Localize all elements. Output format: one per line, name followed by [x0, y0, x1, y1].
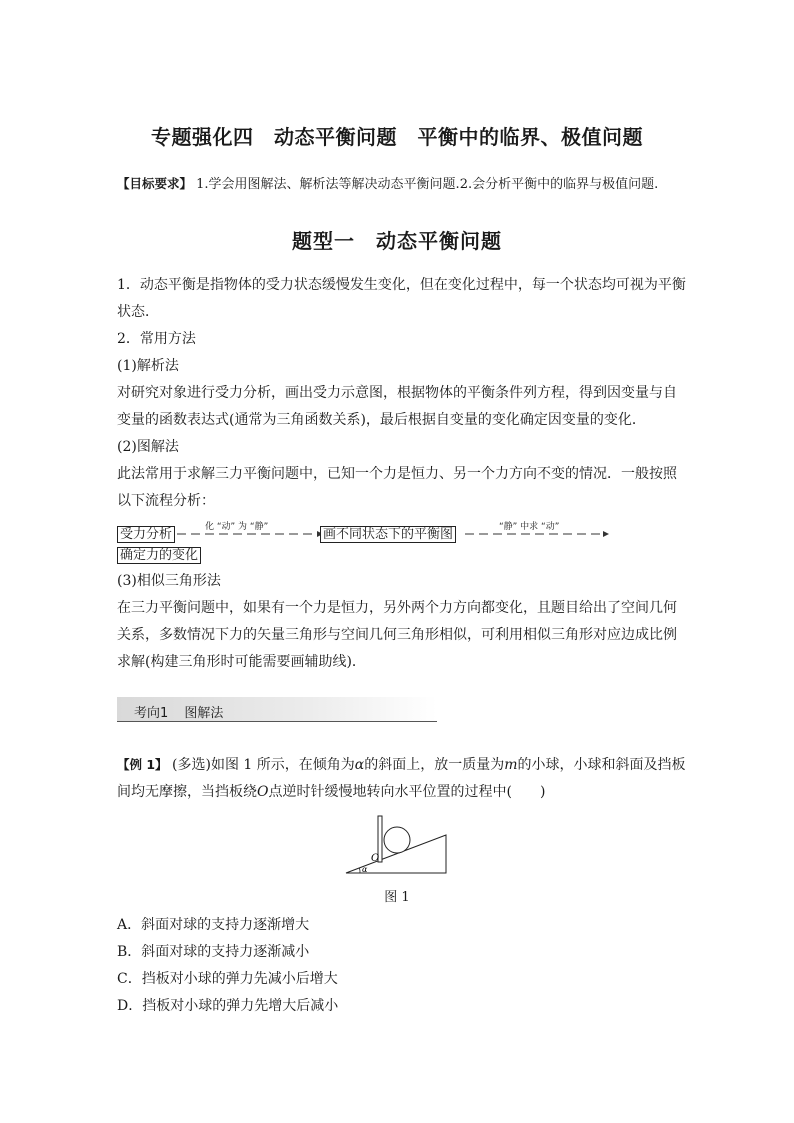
arrow-head-icon [603, 531, 609, 537]
symbol-alpha: α [354, 757, 365, 773]
paragraph-line: 对研究对象进行受力分析，画出受力示意图，根据物体的平衡条件列方程，得到因变量与自 [117, 385, 677, 401]
method-heading: (3)相似三角形法 [117, 573, 221, 589]
example-text: 的小球，小球和斜面及挡板 [517, 757, 686, 773]
flow-step-determine-change: 确定力的变化 [117, 547, 201, 564]
method-heading: (1)解析法 [117, 358, 179, 374]
symbol-o: O [257, 784, 269, 800]
flow-label-static-to-dynamic: “静” 中求 “动” [499, 522, 560, 532]
flow-step-force-analysis: 受力分析 [117, 526, 175, 543]
flow-diagram [117, 519, 617, 567]
example-text: (多选)如图 1 所示，在倾角为 [172, 757, 355, 773]
incline-diagram [340, 813, 452, 879]
example-tag: 【例 1】 [117, 757, 168, 772]
band-topic: 图解法 [184, 706, 224, 721]
flow-label-dynamic-to-static: 化 “动” 为 “静” [205, 522, 269, 532]
flow-step-draw-equilibrium: 画不同状态下的平衡图 [320, 526, 456, 543]
paragraph-line: 求解(构建三角形时可能需要画辅助线)． [117, 654, 366, 670]
example-text: 点逆时针缓慢地转向水平位置的过程中( ) [268, 784, 546, 800]
learning-goals [117, 173, 658, 192]
band-label: 考向1 [134, 706, 169, 721]
angle-alpha-label: α [362, 865, 368, 874]
method-heading: (2)图解法 [117, 439, 179, 455]
example-line [117, 782, 682, 802]
example-text: 间均无摩擦，当挡板绕 [117, 784, 257, 800]
list-heading: 2．常用方法 [117, 331, 196, 347]
option-d[interactable]: D．挡板对小球的弹力先增大后减小 [117, 998, 339, 1014]
topic-band [117, 697, 437, 727]
ball [384, 827, 410, 853]
section-title: 题型一 动态平衡问题 [292, 229, 502, 253]
paragraph-line: 变量的函数表达式(通常为三角函数关系)，最后根据自变量的变化确定因变量的变化． [117, 412, 646, 428]
page-title: 专题强化四 动态平衡问题 平衡中的临界、极值问题 [151, 125, 643, 149]
goals-text: 1.学会用图解法、解析法等解决动态平衡问题.2.会分析平衡中的临界与极值问题. [196, 177, 659, 192]
paragraph-line: 在三力平衡问题中，如果有一个力是恒力，另外两个力方向都变化，且题目给出了空间几何 [117, 600, 677, 616]
angle-arc [359, 868, 360, 873]
symbol-m: m [504, 757, 518, 773]
example-line [117, 755, 686, 775]
goals-tag: 【目标要求】 [117, 176, 193, 191]
option-c[interactable]: C．挡板对小球的弹力先减小后增大 [117, 971, 338, 987]
option-a[interactable]: A．斜面对球的支持力逐渐增大 [117, 917, 310, 933]
paragraph-line: 以下流程分析： [117, 493, 215, 509]
option-b[interactable]: B．斜面对球的支持力逐渐减小 [117, 944, 310, 960]
example-text: 的斜面上，放一质量为 [364, 757, 505, 773]
figure-caption: 图 1 [384, 890, 410, 905]
paragraph-line: 1．动态平衡是指物体的受力状态缓慢发生变化，但在变化过程中，每一个状态均可视为平衡 [117, 277, 686, 293]
paragraph-line: 此法常用于求解三力平衡问题中，已知一个力是恒力、另一个力方向不变的情况．一般按照 [117, 466, 677, 482]
paragraph-line: 关系，多数情况下力的矢量三角形与空间几何三角形相似，可利用相似三角形对应边成比例 [117, 627, 677, 643]
figure-incline [340, 813, 452, 879]
paragraph-line: 状态． [117, 304, 159, 320]
point-o-label: O [371, 853, 380, 864]
